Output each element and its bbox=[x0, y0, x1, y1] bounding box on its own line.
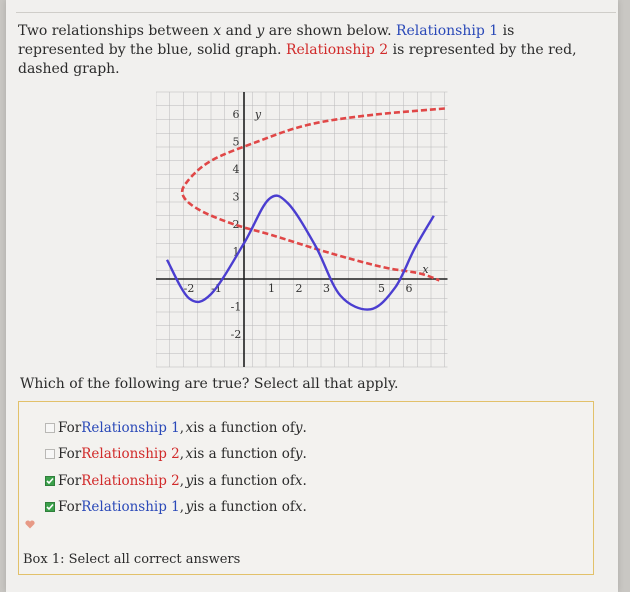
option-2[interactable]: For Relationship 2 , x is a function of y . bbox=[45, 446, 307, 462]
y-tick-label: 1 bbox=[232, 245, 240, 259]
coordinate-graph bbox=[156, 74, 456, 374]
heart-icon bbox=[25, 520, 35, 529]
graph-grid bbox=[156, 92, 448, 367]
x-tick-label: 1 bbox=[268, 282, 275, 295]
relationship-2-dashed-curve bbox=[182, 109, 445, 281]
question-text: Two relationships between x and y are shown below. Relationship 1 is represented by the blue, solid graph. Relationship 2 is represented by the red, dashed graph. bbox=[18, 23, 577, 77]
question-card bbox=[6, 0, 618, 592]
x-tick-label: 2 bbox=[295, 282, 303, 295]
y-tick-label: 3 bbox=[232, 190, 240, 204]
x-tick-label: 3 bbox=[323, 282, 330, 295]
relationship-1-label: Relationship 1 bbox=[395, 23, 499, 39]
y-tick-label: 2 bbox=[232, 218, 240, 231]
option-3-checkbox[interactable] bbox=[45, 476, 55, 486]
answer-box-label: Box 1: Select all correct answers bbox=[23, 552, 241, 567]
x-tick-label: 5 bbox=[378, 282, 385, 295]
option-1[interactable]: For Relationship 1 , x is a function of y . bbox=[45, 420, 307, 436]
x-tick-label: 6 bbox=[405, 282, 413, 295]
y-tick-label: -2 bbox=[230, 328, 242, 341]
option-2-checkbox[interactable] bbox=[45, 449, 55, 459]
y-axis-label: y bbox=[254, 108, 262, 121]
x-tick-label: -2 bbox=[183, 282, 195, 295]
relationship-2-label: Relationship 2 bbox=[285, 42, 389, 58]
x-tick-label: -1 bbox=[211, 282, 222, 295]
y-tick-label: 6 bbox=[232, 108, 240, 121]
option-4-checkbox[interactable] bbox=[45, 502, 55, 512]
option-1-checkbox[interactable] bbox=[45, 423, 55, 433]
option-4[interactable]: For Relationship 1 , y is a function of x . bbox=[45, 499, 307, 515]
x-axis-label: x bbox=[422, 263, 429, 276]
prompt-text: Which of the following are true? Select all that apply. bbox=[20, 376, 399, 392]
answer-options-box bbox=[18, 401, 594, 575]
y-tick-label: -1 bbox=[230, 300, 242, 314]
option-3[interactable]: For Relationship 2 , y is a function of x . bbox=[45, 473, 307, 489]
divider bbox=[16, 12, 616, 13]
y-tick-label: 5 bbox=[232, 135, 240, 149]
y-tick-label: 4 bbox=[232, 163, 240, 176]
graph-tick-labels bbox=[184, 108, 430, 341]
